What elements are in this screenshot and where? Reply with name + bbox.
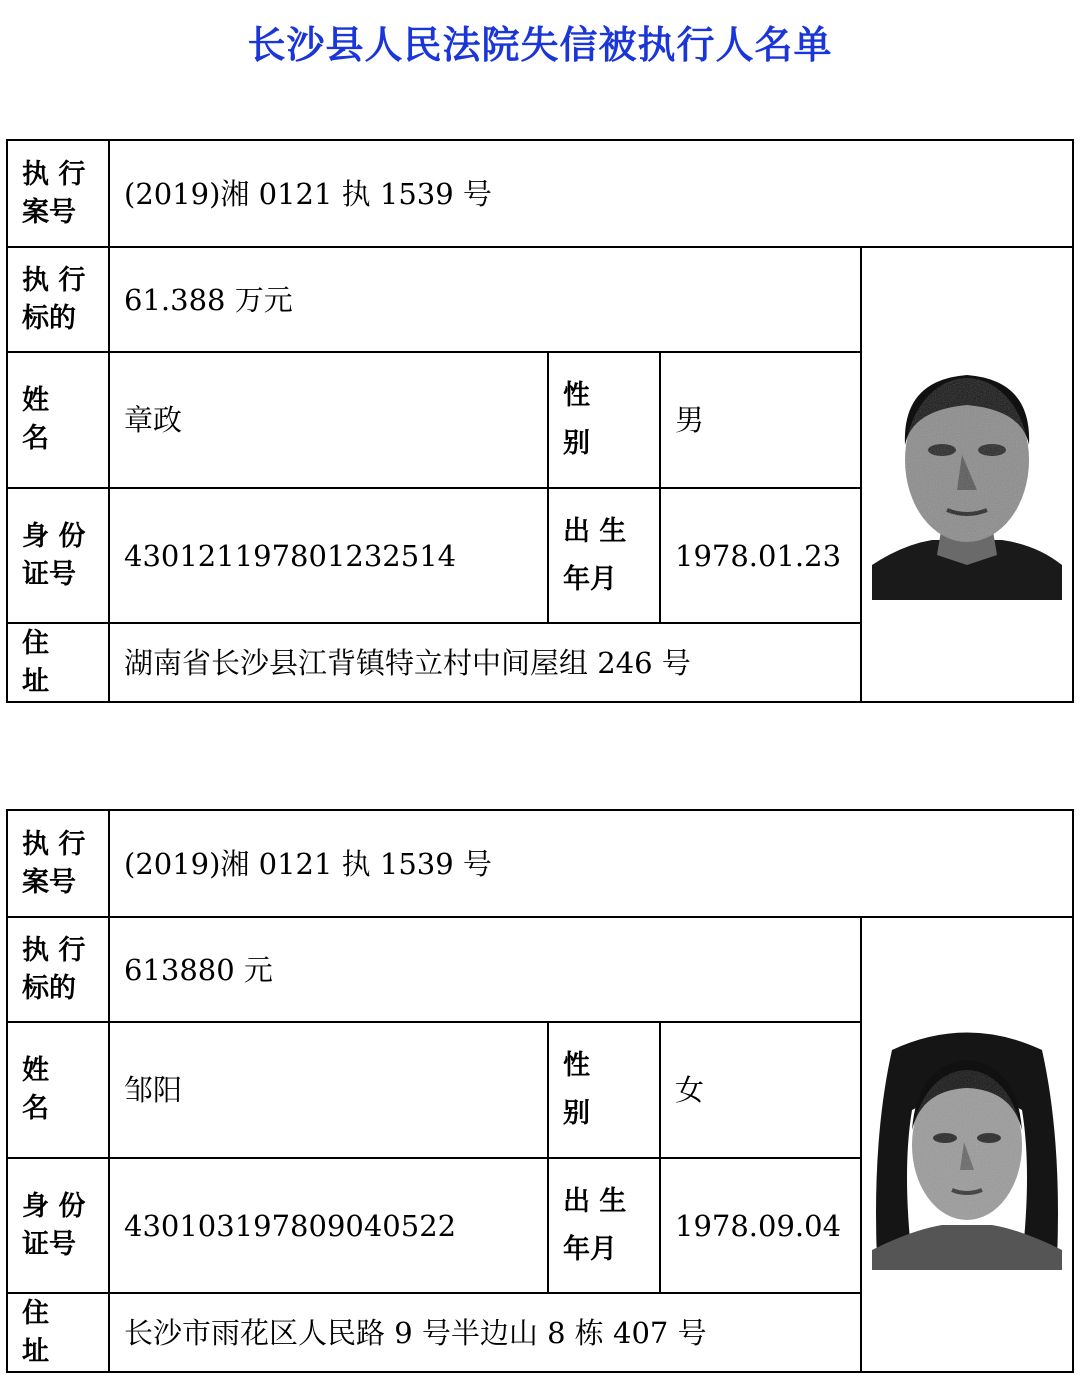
- name-value: 邹阳: [124, 1073, 183, 1107]
- gender-label: 性 别: [563, 1050, 590, 1129]
- amount-value: 613880 元: [124, 952, 273, 987]
- birth-label: 出 生 年月: [563, 1185, 627, 1265]
- name-value: 章政: [124, 403, 183, 437]
- case-number-value: (2019)湘 0121 执 1539 号: [124, 846, 492, 881]
- case-number-value: (2019)湘 0121 执 1539 号: [124, 176, 492, 211]
- record-card: [6, 139, 1074, 703]
- amount-label: 执 行 标的: [22, 934, 86, 1004]
- record-card: [6, 809, 1074, 1373]
- male-portrait-photo: [862, 248, 1072, 701]
- id-number-value: 430103197809040522: [124, 1208, 457, 1243]
- address-value: 湖南省长沙县江背镇特立村中间屋组 246 号: [124, 645, 691, 680]
- gender-value: 女: [675, 1073, 705, 1107]
- address-label: 住 址: [22, 1297, 49, 1367]
- female-portrait-photo: [862, 918, 1072, 1371]
- birth-value: 1978.09.04: [675, 1208, 842, 1243]
- case-number-label: 执 行 案号: [22, 158, 86, 228]
- amount-label: 执 行 标的: [22, 264, 86, 334]
- id-number-value: 430121197801232514: [124, 538, 457, 573]
- name-label: 姓 名: [22, 385, 49, 454]
- name-label: 姓 名: [22, 1055, 49, 1124]
- page-title: 长沙县人民法院失信被执行人名单: [247, 23, 833, 67]
- id-label: 身 份 证号: [22, 1190, 86, 1260]
- address-label: 住 址: [22, 627, 49, 697]
- address-value: 长沙市雨花区人民路 9 号半边山 8 栋 407 号: [124, 1315, 707, 1350]
- gender-label: 性 别: [563, 380, 590, 459]
- id-label: 身 份 证号: [22, 520, 86, 590]
- case-number-label: 执 行 案号: [22, 828, 86, 898]
- gender-value: 男: [675, 403, 705, 437]
- amount-value: 61.388 万元: [124, 282, 293, 317]
- birth-label: 出 生 年月: [563, 515, 627, 595]
- birth-value: 1978.01.23: [675, 538, 842, 573]
